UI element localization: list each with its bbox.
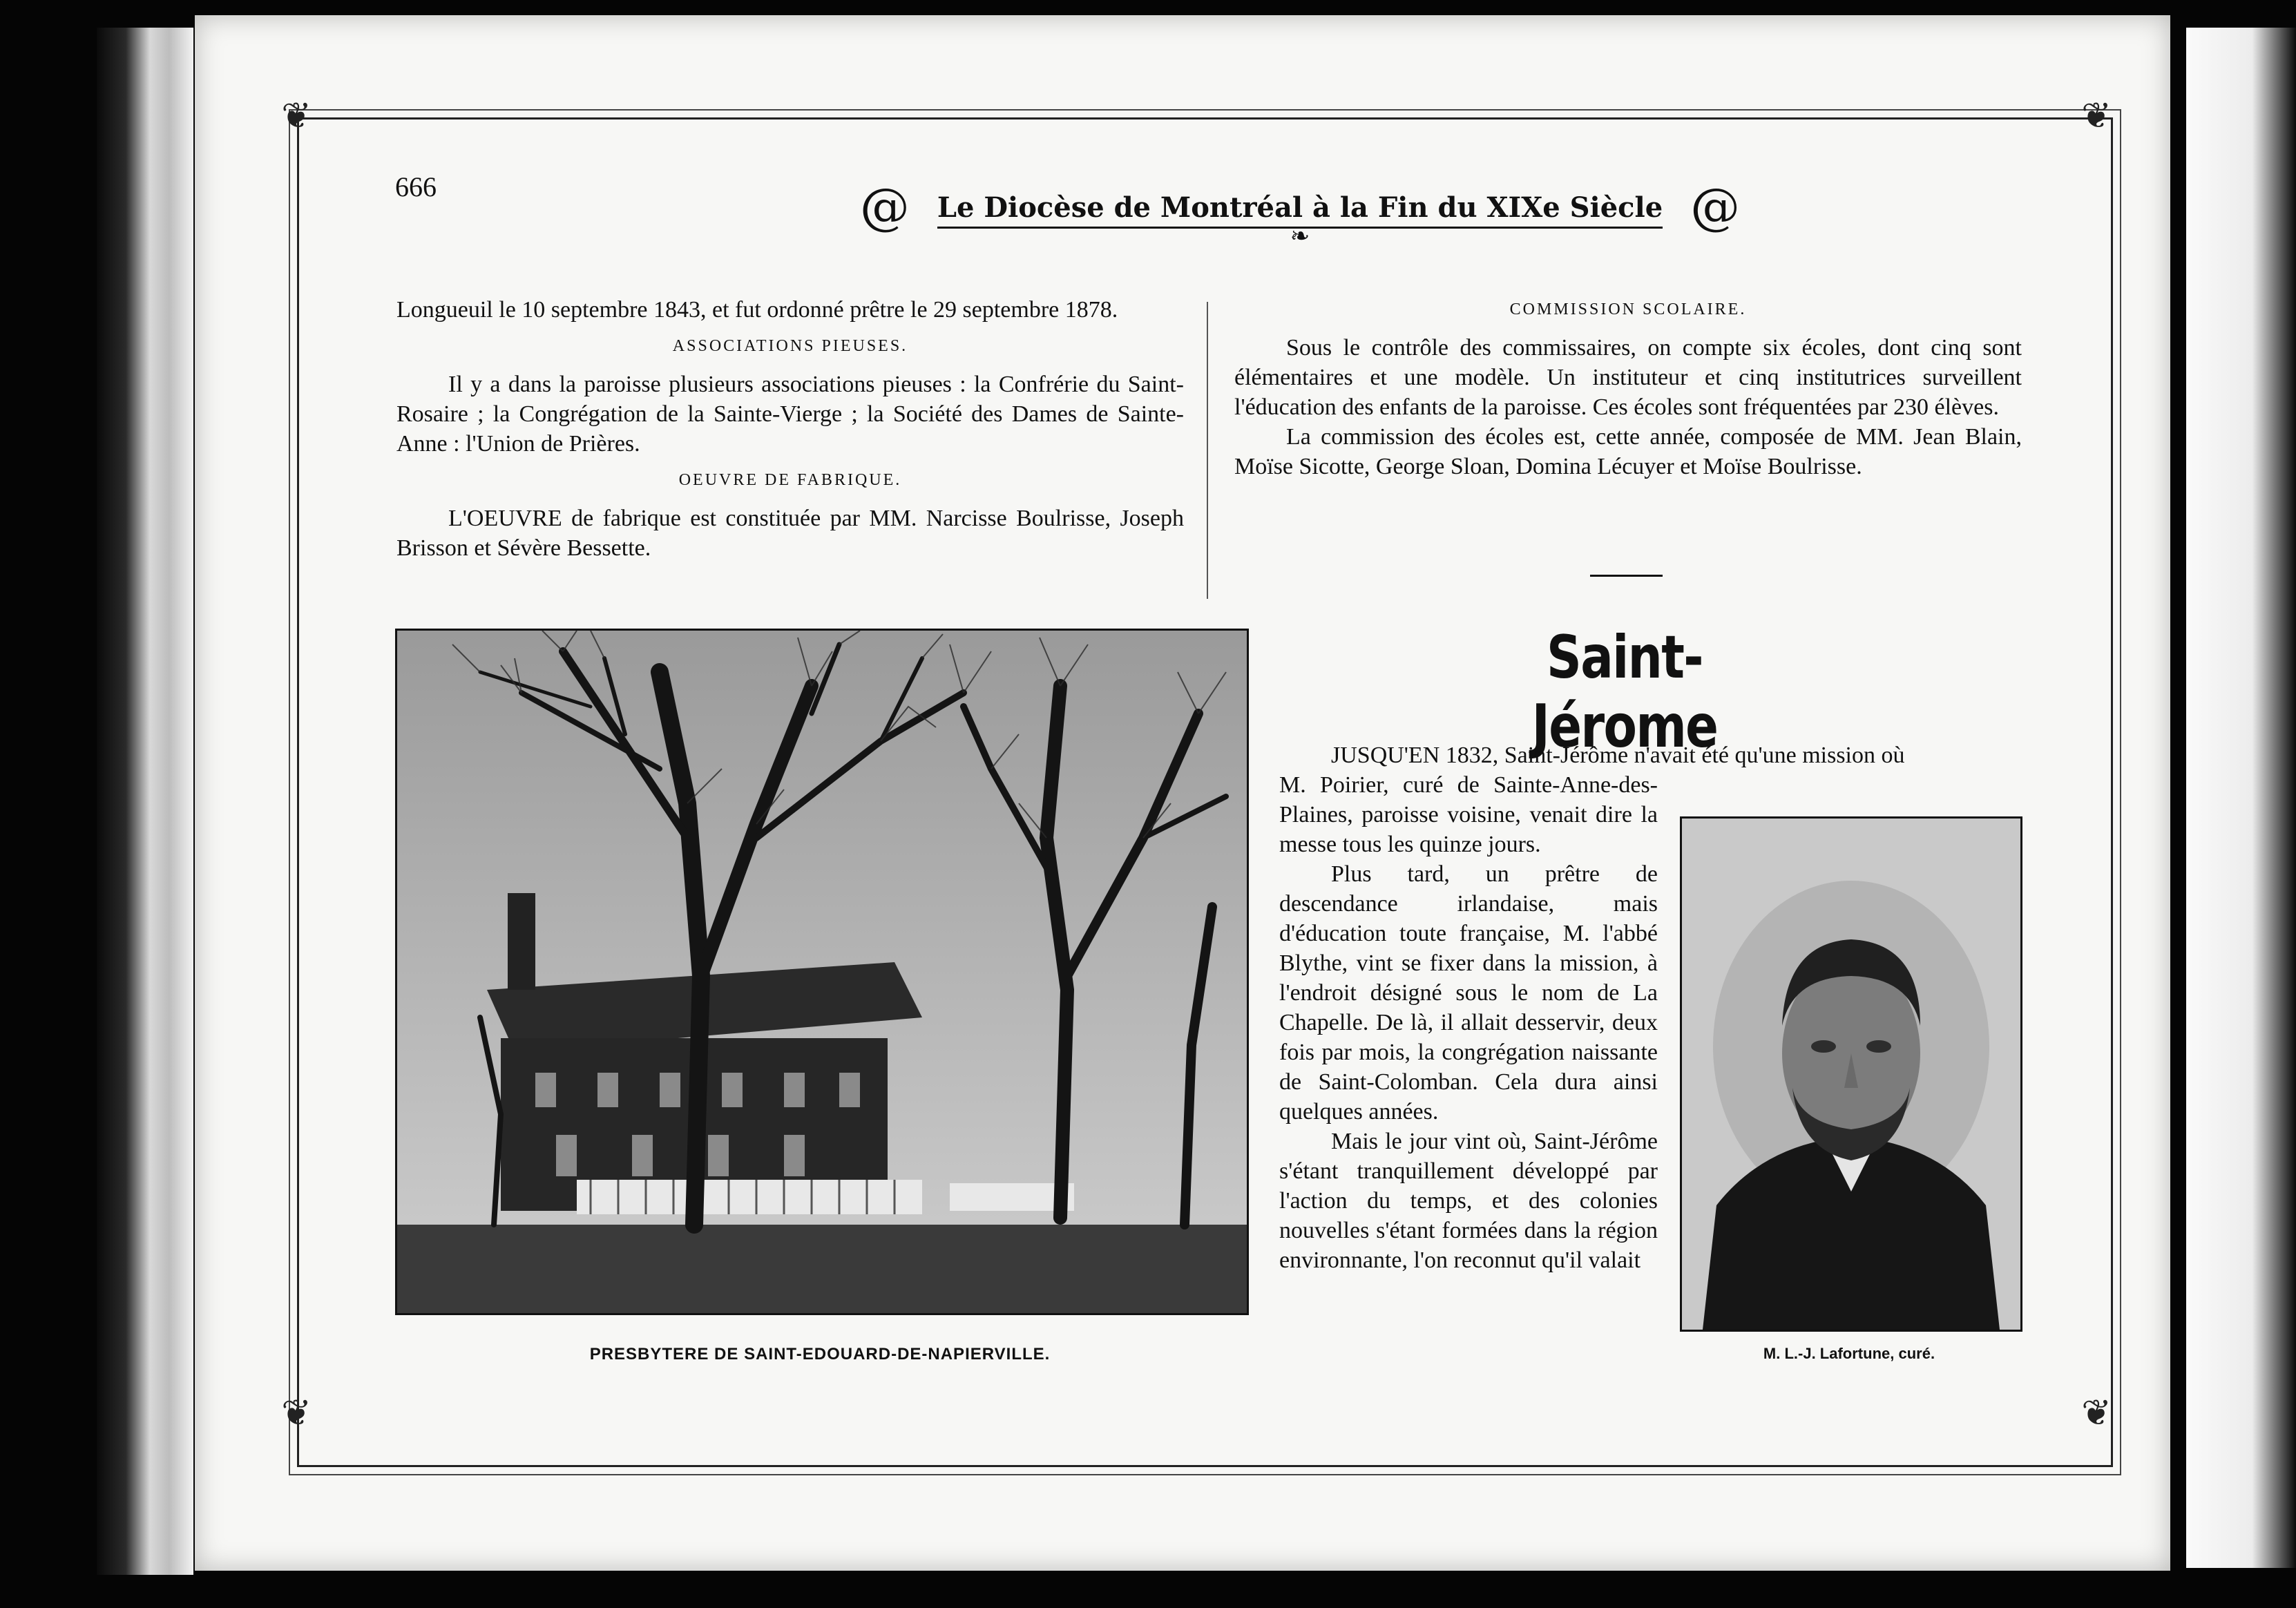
corner-ornament-icon: ❦ xyxy=(2081,1394,2112,1433)
column-divider xyxy=(1207,302,1208,599)
associations-heading: ASSOCIATIONS PIEUSES. xyxy=(672,337,908,355)
portrait-photo xyxy=(1680,816,2022,1332)
book-spine-left xyxy=(97,28,193,1575)
article-paragraph-1: M. Poirier, curé de Sainte-Anne-des-Plaines, paroisse voisine, venait dire la messe tous les quinze jours. xyxy=(1279,772,1658,857)
corner-ornament-icon: ❦ xyxy=(2081,97,2112,136)
intro-paragraph: Longueuil le 10 septembre 1843, et fut ordonné prêtre le 29 septembre 1878. xyxy=(396,297,1118,323)
presbytere-photo xyxy=(395,629,1249,1315)
book-page xyxy=(195,15,2170,1571)
next-page-edge xyxy=(2186,28,2296,1568)
scroll-ornament-icon: @ xyxy=(1690,178,1741,236)
article-title: Saint-Jérome xyxy=(1531,623,1718,761)
article-paragraph-2: Plus tard, un prêtre de descendance irlandaise, mais d'éducation toute française, M. l'abbé Blythe, vint se fixer dans la mission, à l'endroit désigné sous le nom de La Chapelle. De là, il allait desservir, deux fois par mois, la congrégation naissante de Saint-Colomban. Cela dura ainsi quelques années. xyxy=(1279,861,1658,1124)
commission-paragraph-1: Sous le contrôle des commissaires, on compte six écoles, dont cinq sont élémentaires et une modèle. Un instituteur et cinq institutrices surveillent l'éducation des enfants de la paroisse. Ces écoles sont fréquentées par 230 élèves. xyxy=(1234,335,2022,420)
presbytere-caption: PRESBYTERE DE SAINT-EDOUARD-DE-NAPIERVILLE. xyxy=(589,1345,1051,1363)
commission-paragraph-2: La commission des écoles est, cette année, composée de MM. Jean Blain, Moïse Sicotte, George Sloan, Domina Lécuyer et Moïse Boulrisse. xyxy=(1234,424,2022,479)
corner-ornament-icon: ❦ xyxy=(281,97,312,136)
header-ornament-icon: ❧ xyxy=(1290,224,1310,249)
right-column-text xyxy=(1234,295,2022,481)
fabrique-heading: OEUVRE DE FABRIQUE. xyxy=(678,471,902,489)
article-opening-line: JUSQU'EN 1832, Saint-Jérôme n'avait été qu'une mission où xyxy=(1331,743,1905,768)
portrait-caption: M. L.-J. Lafortune, curé. xyxy=(1763,1345,1935,1362)
section-rule xyxy=(1590,575,1663,577)
article-body xyxy=(1279,770,1658,1275)
commission-heading: COMMISSION SCOLAIRE. xyxy=(1509,300,1747,318)
running-title-text: Le Diocèse de Montréal à la Fin du XIXe Siècle xyxy=(937,191,1663,229)
corner-ornament-icon: ❦ xyxy=(281,1394,312,1433)
page-number: 666 xyxy=(395,171,437,202)
scroll-ornament-icon: @ xyxy=(859,178,910,236)
article-paragraph-3: Mais le jour vint où, Saint-Jérôme s'étant tranquillement développé par l'action du temps, et des colonies nouvelles s'étant formées dans la région environnante, l'on reconnut qu'il valait xyxy=(1279,1129,1658,1273)
associations-paragraph: Il y a dans la paroisse plusieurs associations pieuses : la Confrérie du Saint-Rosaire ; la Congrégation de la Sainte-Vierge ; la Société des Dames de Sainte-Anne : l'Union de Prières. xyxy=(396,372,1184,457)
article-opening xyxy=(1279,740,2023,770)
fabrique-paragraph: L'OEUVRE de fabrique est constituée par MM. Narcisse Boulrisse, Joseph Brisson et Sévère Bessette. xyxy=(396,506,1184,561)
left-column-text xyxy=(396,295,1184,563)
